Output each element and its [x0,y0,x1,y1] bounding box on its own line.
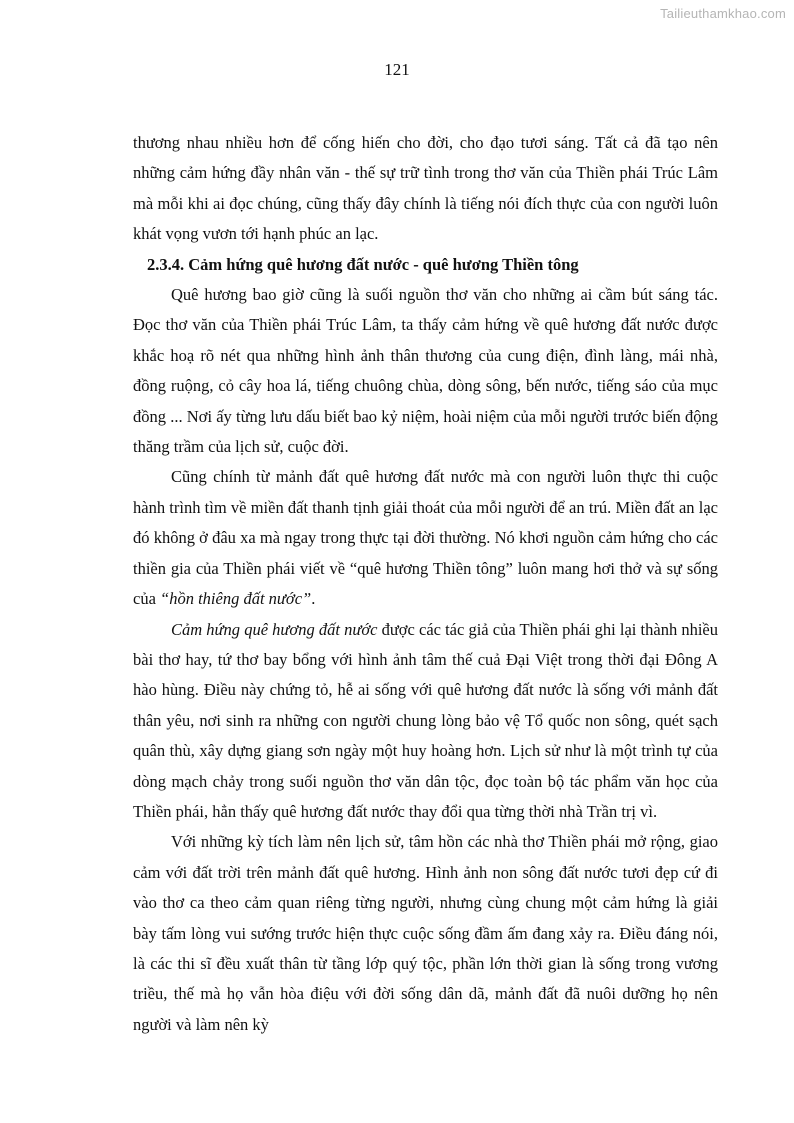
italic-term-inspiration: Cảm hứng quê hương đất nước [171,619,378,639]
paragraph-poets: Với những kỳ tích làm nên lịch sử, tâm hồn các nhà thơ Thiền phái mở rộng, giao cảm với đất trời trên mảnh đất quê hương. Hình ảnh non sông đất nước tươi đẹp cứ đi vào thơ ca theo cảm quan riêng từng người, nhưng cùng chung một cảm hứng là giải bày tấm lòng vui sướng trước hiện thực cuộc sống đầm ấm đang xảy ra. Điều đáng nói, là các thi sĩ đều xuất thân từ tầng lớp quý tộc, phần lớn thời gian là sống trong vương triều, thế mà họ vẫn hòa điệu với đời sống dân dã, mảnh đất đã nuôi dưỡng họ nên người và làm nên kỳ [133,832,718,1034]
section-heading: 2.3.4. Cảm hứng quê hương đất nước - quê hương Thiền tông [147,254,579,274]
document-body [133,128,718,1040]
paragraph-journey [133,462,718,614]
watermark-text: Tailieuthamkhao.com [660,6,786,21]
paragraph-inspiration-text: được các tác giả của Thiền phái ghi lại thành nhiều bài thơ hay, tứ thơ bay bổng với hình ảnh tâm thế cuả Đại Việt trong thời đại Đông A hào hùng. Điều này chứng tỏ, hễ ai sống với quê hương đất nước là sống với mảnh đất thân yêu, nơi sinh ra những con người chung lòng bảo vệ Tổ quốc non sông, quét sạch quân thù, xây dựng giang sơn ngày một huy hoàng hơn. Lịch sử như là một trình tự của dòng mạch chảy trong suối nguồn thơ văn dân tộc, đọc toàn bộ tác phẩm văn học của Thiền phái, hẳn thấy quê hương đất nước thay đổi qua từng thời nhà Trần trị vì. [133,619,718,821]
paragraph-journey-text: Cũng chính từ mảnh đất quê hương đất nước mà con người luôn thực thi cuộc hành trình tìm về miền đất thanh tịnh giải thoát của mỗi người để an trú. Miền đất an lạc đó không ở đâu xa mà ngay trong thực tại đời thường. Nó khơi nguồn cảm hứng cho các thiền gia của Thiền phái viết về “quê hương Thiền tông” luôn mang hơi thở và sự sống của [133,467,718,609]
paragraph-continuation: thương nhau nhiều hơn để cống hiến cho đời, cho đạo tươi sáng. Tất cả đã tạo nên những cảm hứng đầy nhân văn - thế sự trữ tình trong thơ văn của Thiền phái Trúc Lâm mà mỗi khi ai đọc chúng, cũng thấy đây chính là tiếng nói đích thực của con người luôn khát vọng vươn tới hạnh phúc an lạc. [133,133,718,244]
page-number: 121 [384,60,410,79]
paragraph-homeland: Quê hương bao giờ cũng là suối nguồn thơ văn cho những ai cầm bút sáng tác. Đọc thơ văn của Thiền phái Trúc Lâm, ta thấy cảm hứng về quê hương đất nước được khắc hoạ rõ nét qua những hình ảnh thân thương của cung điện, đình làng, mái nhà, đồng ruộng, cỏ cây hoa lá, tiếng chuông chùa, dòng sông, bến nước, tiếng sáo của mục đồng ... Nơi ấy từng lưu dấu biết bao kỷ niệm, hoài niệm của mỗi người trước biến động thăng trầm của lịch sử, cuộc đời. [133,285,718,457]
paragraph-journey-end: . [311,589,316,609]
italic-quote-soul: “hồn thiêng đất nước” [160,589,312,609]
paragraph-inspiration [133,615,718,828]
